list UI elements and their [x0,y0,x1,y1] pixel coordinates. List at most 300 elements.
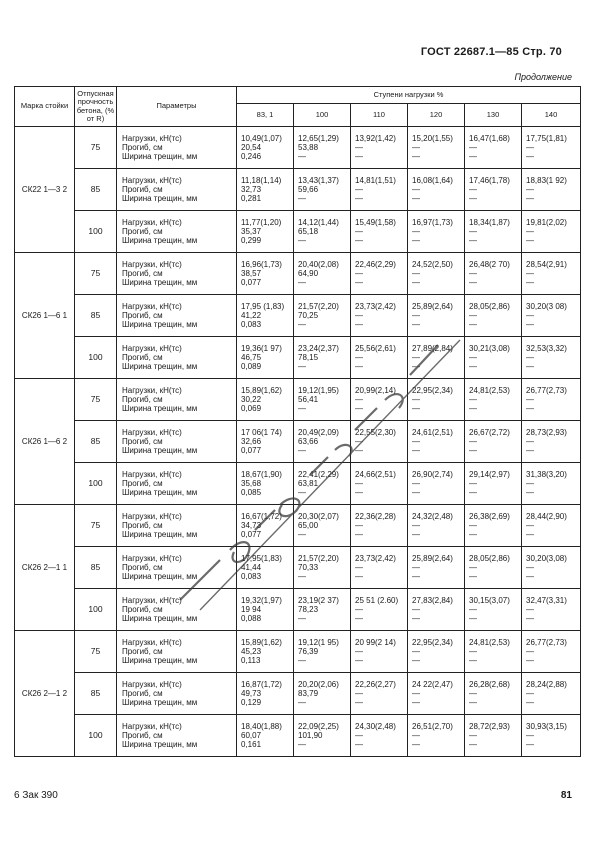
value-line: — [412,194,420,203]
param-label: Ширина трещин, мм [122,740,198,749]
value-line: 11,77(1,20) [241,218,282,227]
value-line: — [412,446,420,455]
value-cell [465,379,522,421]
value-cell [522,631,581,673]
value-line: — [412,320,420,329]
value-line: 16,96(1,73) [241,260,282,269]
value-line: 0,083 [241,320,262,329]
value-line: — [298,656,306,665]
value-line: — [526,395,534,404]
value-line: — [526,194,534,203]
params-cell [117,463,237,505]
standard-number: ГОСТ 22687.1—85 Стр. 70 [420,46,562,58]
value-line: 26,77(2,73) [526,386,567,395]
params-cell [117,379,237,421]
value-line: 15,89(1,62) [241,638,282,647]
param-label: Нагрузки, кН(тс) [122,680,182,689]
value-line: — [355,227,363,236]
value-line: 64,90 [298,269,319,278]
value-line: — [469,614,477,623]
strength-cell: 100 [75,715,117,757]
value-line: 15,49(1,58) [355,218,396,227]
value-line: 17,46(1,78) [469,176,510,185]
value-line: — [526,143,534,152]
value-cell [237,169,294,211]
value-line: 29,14(2,97) [469,470,510,479]
value-cell [237,547,294,589]
value-line: — [355,689,363,698]
value-cell [465,505,522,547]
value-line: — [412,143,420,152]
value-line: — [469,278,477,287]
param-label: Ширина трещин, мм [122,614,198,623]
value-line: 32,53(3,32) [526,344,567,353]
value-cell [408,295,465,337]
value-line: — [469,152,477,161]
value-line: 11,18(1,14) [241,176,282,185]
value-line: — [526,563,534,572]
value-line: — [526,278,534,287]
value-line: 26,90(2,74) [412,470,453,479]
params-cell [117,421,237,463]
value-line: — [469,530,477,539]
value-line: 78,15 [298,353,319,362]
value-line: 41,44 [241,563,262,572]
value-line: — [355,185,363,194]
value-line: 28,05(2,86) [469,302,510,311]
param-label: Нагрузки, кН(тс) [122,302,182,311]
value-line: — [526,446,534,455]
page-header [0,0,600,88]
value-cell [522,715,581,757]
value-line: 83,79 [298,689,319,698]
value-cell [408,463,465,505]
value-cell [465,127,522,169]
value-cell [237,295,294,337]
value-cell [465,169,522,211]
value-cell [294,253,351,295]
value-cell [522,547,581,589]
value-line: — [355,143,363,152]
value-line: 0,161 [241,740,262,749]
value-line: — [355,446,363,455]
value-line: 0,129 [241,698,262,707]
value-line: — [298,152,306,161]
value-line: — [298,446,306,455]
value-line: 28,44(2,90) [526,512,567,521]
value-line: — [412,404,420,413]
value-line: 27,89(2,84) [412,344,453,353]
value-line: — [355,278,363,287]
value-line: — [355,605,363,614]
value-line: 24,66(2,51) [355,470,396,479]
value-line: — [469,194,477,203]
params-cell [117,631,237,673]
value-line: 26,38(2,69) [469,512,510,521]
value-cell [465,253,522,295]
value-line: 18,67(1,90) [241,470,282,479]
value-line: 17,95(1,83) [241,554,282,563]
table-row [15,211,581,253]
value-line: 19,12(1 95) [298,638,339,647]
value-line: — [412,572,420,581]
value-line: 53,88 [298,143,319,152]
value-line: — [469,437,477,446]
param-label: Нагрузки, кН(тс) [122,428,182,437]
value-cell [351,169,408,211]
value-line: — [469,362,477,371]
value-line: — [469,446,477,455]
value-line: 30,20(3 08) [526,302,567,311]
table-row [15,127,581,169]
value-line: — [469,740,477,749]
value-cell [408,169,465,211]
param-label: Ширина трещин, мм [122,320,198,329]
value-cell [237,211,294,253]
value-line: 22,36(2,28) [355,512,396,521]
param-label: Нагрузки, кН(тс) [122,470,182,479]
value-line: 78,23 [298,605,319,614]
param-label: Нагрузки, кН(тс) [122,176,182,185]
value-line: 0,083 [241,572,262,581]
value-line: 46,75 [241,353,262,362]
param-label: Нагрузки, кН(тс) [122,218,182,227]
value-cell [351,715,408,757]
value-cell [408,715,465,757]
value-line: — [412,530,420,539]
value-line: 26,28(2,68) [469,680,510,689]
value-line: 24,61(2,51) [412,428,453,437]
value-line: — [469,320,477,329]
value-cell [408,547,465,589]
param-label: Прогиб, см [122,605,163,614]
value-line: — [298,194,306,203]
value-line: 22,46(2,29) [355,260,396,269]
value-cell [408,631,465,673]
value-line: — [469,269,477,278]
value-line: 28,54(2,91) [526,260,567,269]
value-line: — [298,404,306,413]
value-cell [294,715,351,757]
value-cell [351,589,408,631]
value-cell [351,295,408,337]
strength-cell: 100 [75,589,117,631]
value-cell [465,673,522,715]
value-cell [351,337,408,379]
params-cell [117,127,237,169]
value-line: 28,24(2,88) [526,680,567,689]
value-cell [237,463,294,505]
value-line: 25,56(2,61) [355,344,396,353]
strength-cell: 75 [75,631,117,673]
value-line: — [355,572,363,581]
value-cell [522,589,581,631]
param-label: Ширина трещин, мм [122,488,198,497]
value-line: 22,95(2,34) [412,638,453,647]
value-line: — [469,656,477,665]
value-line: 32,66 [241,437,262,446]
value-cell [294,589,351,631]
value-line: — [469,395,477,404]
value-cell [465,589,522,631]
value-cell [522,127,581,169]
value-line: 20 99(2 14) [355,638,396,647]
table-row [15,547,581,589]
param-label: Прогиб, см [122,227,163,236]
value-cell [465,631,522,673]
value-line: — [469,605,477,614]
value-line: 19,36(1 97) [241,344,282,353]
table-row [15,379,581,421]
value-line: — [412,614,420,623]
value-cell [408,589,465,631]
value-cell [408,127,465,169]
value-cell [237,715,294,757]
value-line: — [355,731,363,740]
value-line: — [298,362,306,371]
value-line: 25,89(2,64) [412,302,453,311]
value-line: — [412,563,420,572]
value-line: 0,299 [241,236,262,245]
value-line: 23,73(2,42) [355,554,396,563]
param-label: Прогиб, см [122,185,163,194]
value-line: 0,085 [241,488,262,497]
value-line: — [526,185,534,194]
value-line: — [469,143,477,152]
value-line: — [355,698,363,707]
value-line: — [412,395,420,404]
value-line: — [298,530,306,539]
params-cell [117,169,237,211]
value-cell [237,505,294,547]
value-cell [522,505,581,547]
value-line: — [526,647,534,656]
value-cell [408,421,465,463]
param-label: Нагрузки, кН(тс) [122,554,182,563]
value-line: 16,47(1,68) [469,134,510,143]
header-params: Параметры [117,87,237,127]
param-label: Прогиб, см [122,521,163,530]
value-cell [465,295,522,337]
value-line: — [412,185,420,194]
params-cell [117,295,237,337]
value-cell [465,211,522,253]
value-cell [351,211,408,253]
value-cell [294,463,351,505]
value-line: 101,90 [298,731,323,740]
value-line: 34,73 [241,521,262,530]
value-line: 0,281 [241,194,262,203]
value-line: 26,67(2,72) [469,428,510,437]
value-line: 30,21(3,08) [469,344,510,353]
value-line: 17,75(1,81) [526,134,567,143]
value-line: — [526,530,534,539]
value-line: — [412,236,420,245]
value-line: — [355,269,363,278]
value-cell [408,253,465,295]
value-line: — [526,236,534,245]
value-line: 31,38(3,20) [526,470,567,479]
table-row [15,169,581,211]
value-cell [351,547,408,589]
value-line: — [412,152,420,161]
param-label: Ширина трещин, мм [122,572,198,581]
strength-cell: 85 [75,547,117,589]
value-cell [237,253,294,295]
value-cell [237,673,294,715]
mark-cell: СК22 1—3 2 [15,127,75,253]
value-line: 35,68 [241,479,262,488]
strength-cell: 100 [75,211,117,253]
value-line: — [412,269,420,278]
value-line: — [469,479,477,488]
value-line: — [526,605,534,614]
param-label: Ширина трещин, мм [122,278,198,287]
param-label: Прогиб, см [122,353,163,362]
value-line: — [298,278,306,287]
value-line: 24,32(2,48) [412,512,453,521]
value-line: 20,54 [241,143,262,152]
strength-cell: 85 [75,421,117,463]
value-line: — [355,656,363,665]
strength-cell: 75 [75,379,117,421]
value-cell [237,127,294,169]
value-line: 60,07 [241,731,262,740]
step-header-1: 100 [294,104,351,127]
value-line: 22,95(2,34) [412,386,453,395]
value-line: 56,41 [298,395,319,404]
value-line: 22,55(2,30) [355,428,396,437]
value-line: — [412,521,420,530]
param-label: Нагрузки, кН(тс) [122,512,182,521]
value-line: — [526,404,534,413]
value-cell [465,547,522,589]
value-line: 26,51(2,70) [412,722,453,731]
mark-cell: СК26 2—1 1 [15,505,75,631]
value-line: 0,089 [241,362,262,371]
step-header-0: 83, 1 [237,104,294,127]
value-line: — [526,152,534,161]
value-line: 27,83(2,84) [412,596,453,605]
value-line: 0,246 [241,152,262,161]
value-line: 0,113 [241,656,261,665]
value-line: 38,57 [241,269,262,278]
value-line: 19,81(2,02) [526,218,567,227]
value-line: — [526,269,534,278]
value-line: — [526,362,534,371]
value-line: — [355,740,363,749]
value-cell [408,379,465,421]
header-mark: Марка стойки [15,87,75,127]
value-line: 45,23 [241,647,262,656]
value-line: 28,73(2,93) [526,428,567,437]
value-line: — [355,152,363,161]
value-line: — [469,689,477,698]
value-cell [294,505,351,547]
value-line: 49,73 [241,689,262,698]
value-line: 24,30(2,48) [355,722,396,731]
param-label: Ширина трещин, мм [122,362,198,371]
value-cell [294,547,351,589]
param-label: Ширина трещин, мм [122,152,198,161]
value-line: — [526,479,534,488]
value-line: — [412,479,420,488]
value-line: — [355,563,363,572]
value-line: — [526,656,534,665]
value-line: 41,22 [241,311,262,320]
value-line: — [412,740,420,749]
value-line: — [412,362,420,371]
value-line: — [469,731,477,740]
step-header-5: 140 [522,104,581,127]
value-line: — [412,689,420,698]
value-line: 0,077 [241,278,262,287]
value-line: 12,65(1,29) [298,134,339,143]
value-line: 19,12(1,95) [298,386,339,395]
param-label: Ширина трещин, мм [122,656,198,665]
value-line: — [412,227,420,236]
table-row [15,463,581,505]
value-line: 30,93(3,15) [526,722,567,731]
value-line: — [412,278,420,287]
strength-cell: 85 [75,295,117,337]
value-cell [465,421,522,463]
value-cell [351,505,408,547]
params-cell [117,211,237,253]
value-cell [522,421,581,463]
value-line: — [412,605,420,614]
value-line: — [526,311,534,320]
value-line: — [298,320,306,329]
table-row [15,505,581,547]
param-label: Нагрузки, кН(тс) [122,134,182,143]
value-line: — [469,185,477,194]
params-cell [117,547,237,589]
value-cell [522,463,581,505]
param-label: Прогиб, см [122,143,163,152]
value-cell [294,673,351,715]
value-line: 17 06(1 74) [241,428,282,437]
value-line: — [526,689,534,698]
value-line: 23,19(2 37) [298,596,339,605]
value-line: — [469,647,477,656]
value-line: 17,95 (1,83) [241,302,285,311]
param-label: Нагрузки, кН(тс) [122,722,182,731]
value-line: 20,30(2,07) [298,512,339,521]
value-line: 16,87(1,72) [241,680,282,689]
value-line: 19,32(1,97) [241,596,282,605]
value-line: — [469,404,477,413]
value-line: — [355,353,363,362]
value-line: — [469,698,477,707]
value-line: — [355,647,363,656]
value-cell [408,673,465,715]
value-line: 19 94 [241,605,262,614]
value-line: — [355,404,363,413]
params-cell [117,715,237,757]
value-cell [294,211,351,253]
strength-cell: 75 [75,253,117,295]
value-line: 32,73 [241,185,262,194]
value-line: — [526,740,534,749]
value-line: 24,81(2,53) [469,386,510,395]
param-label: Прогиб, см [122,269,163,278]
load-table-container [14,86,580,757]
value-line: — [355,521,363,530]
step-header-4: 130 [465,104,522,127]
strength-cell: 75 [75,505,117,547]
value-line: — [469,563,477,572]
